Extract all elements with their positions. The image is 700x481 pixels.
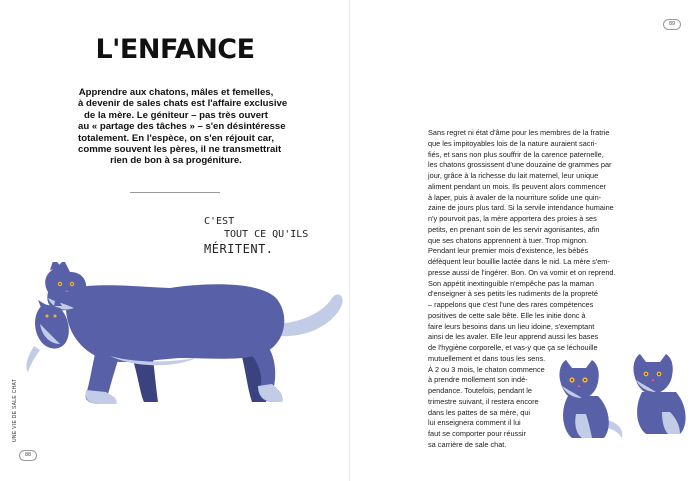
body-line: presse aussi de l'ingérer. Bon. On va vomir et on reprend. <box>428 267 616 277</box>
body-line: n'y pourvoit pas, la mère apportera des proies à ses <box>428 214 597 223</box>
intro-paragraph <box>78 87 288 167</box>
body-line: pendance. Toutefois, pendant le <box>428 386 532 395</box>
body-line: Pendant leur premier mois d'existence, les bébés <box>428 246 589 256</box>
body-line: que les impitoyables lois de la nature auraient sacri- <box>428 138 597 148</box>
body-line: défèquent leur bouillie lactée dans le nid. La mère s'em- <box>428 257 610 266</box>
page-number-right: 89 <box>663 19 681 30</box>
body-line: – rappelons que c'est l'une des rares compétences <box>428 300 594 309</box>
intro-line: totalement. En l'espèce, on s'en réjouit car, <box>78 132 274 144</box>
intro-line: à devenir de sales chats est l'affaire exclusive <box>78 98 288 110</box>
handwritten-caption-line: TOUT CE QU'ILS <box>224 229 309 240</box>
body-line: aliment pendant un mois. Ils peuvent alors commencer <box>428 181 606 191</box>
intro-line: de la mère. Le géniteur – pas très ouvert <box>84 109 268 121</box>
body-line: de l'hygiène corporelle, et vas-y que ça se léchouille <box>428 343 598 352</box>
body-line: trimestre suivant, il restera encore <box>428 396 539 406</box>
body-line: jour, grâce à la richesse du lait maternel, leur unique <box>428 171 599 180</box>
kitten-illustration <box>552 358 630 442</box>
chapter-title: L'ENFANCE <box>95 34 255 65</box>
divider-rule <box>130 192 220 193</box>
intro-line: au « partage des tâches » – s'en désintéresse <box>78 121 286 133</box>
mother-cat-illustration <box>20 262 350 412</box>
body-line: les chatons grossissent d'une douzaine de grammes par <box>428 160 612 170</box>
body-line: mutuellement et dans tous les sens. <box>428 353 546 363</box>
body-line: positives de cette sale bête. Elle les initie donc à <box>428 310 586 320</box>
body-line: Son appétit inextinguible n'empêche pas la maman <box>428 278 594 288</box>
handwritten-caption-line: C'EST <box>204 216 235 227</box>
body-line: dans les pattes de sa mère, qui <box>428 407 531 417</box>
intro-line: comme souvent les pères, il ne transmettrait <box>78 144 282 156</box>
page-number-left: 88 <box>19 450 37 461</box>
body-line: zaine de jours plus tard. Si la servile intendance humaine <box>428 203 614 213</box>
running-header: UNE VIE DE SALE CHAT <box>12 378 18 442</box>
body-line: fiés, et sans non plus souffrir de la carence paternelle, <box>428 149 604 159</box>
body-line: sa carrière de sale chat. <box>428 439 507 449</box>
body-line: faire leurs besoins dans un lieu idoine, s'exemptant <box>428 321 595 331</box>
body-line: lui enseignera comment il lui <box>428 418 521 428</box>
body-line: À 2 ou 3 mois, le chaton commence <box>428 364 545 374</box>
body-line: Sans regret ni état d'âme pour les membres de la fratrie <box>428 128 610 137</box>
body-line: ainsi de les avaler. Elle leur apprend aussi les bases <box>428 332 599 342</box>
body-line: à prendre mollement son indé- <box>428 375 528 385</box>
body-line: que ses chatons apprennent à tuer. Trop mignon. <box>428 235 589 245</box>
handwritten-caption-line: MÉRITENT. <box>204 242 274 256</box>
intro-line: Apprendre aux chatons, mâles et femelles, <box>78 87 274 98</box>
body-line: à laper, puis à avaler de la nourriture solide une quin- <box>428 192 602 202</box>
body-line: d'enseigner à ses petits les rudiments de la propreté <box>428 289 598 299</box>
body-line: faut se comporter pour réussir <box>428 429 526 438</box>
body-line: petits, en prenant soin de les servir agonisantes, afin <box>428 224 600 234</box>
intro-line: rien de bon à sa progéniture. <box>110 155 242 167</box>
kitten-illustration <box>628 352 698 438</box>
